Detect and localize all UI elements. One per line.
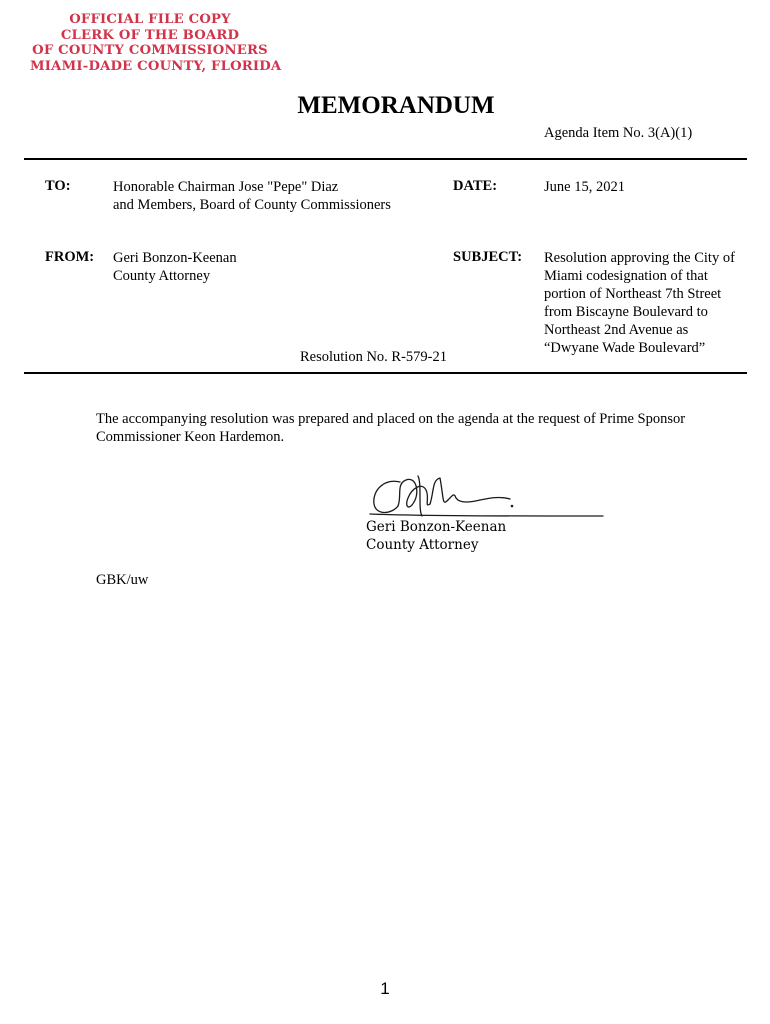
from-label: FROM:	[45, 249, 95, 265]
stamp-line: MIAMI-DADE COUNTY, FLORIDA	[30, 58, 282, 74]
from-line: Geri Bonzon-Keenan	[113, 250, 237, 266]
subject-line: Miami codesignation of that	[544, 268, 708, 284]
official-file-copy-stamp	[30, 12, 282, 74]
date-label: DATE:	[453, 178, 498, 194]
to-line: and Members, Board of County Commissioners	[113, 197, 391, 213]
date-value: June 15, 2021	[544, 179, 625, 195]
stamp-line: OFFICIAL FILE COPY	[69, 12, 231, 27]
memo-title: MEMORANDUM	[297, 92, 495, 119]
subject-line: Resolution approving the City of	[544, 250, 735, 266]
to-label: TO:	[45, 178, 71, 194]
from-sender	[113, 249, 237, 285]
signer-name: Geri Bonzon-Keenan	[366, 519, 507, 535]
stamp-line: OF COUNTY COMMISSIONERS	[32, 43, 268, 58]
fields-divider	[24, 372, 747, 374]
subject-line: “Dwyane Wade Boulevard”	[544, 340, 706, 356]
subject-line: from Biscayne Boulevard to	[544, 304, 708, 320]
stamp-line: CLERK OF THE BOARD	[60, 27, 240, 43]
signer-title: County Attorney	[366, 537, 479, 553]
typist-initials: GBK/uw	[96, 572, 149, 588]
subject-line: Northeast 2nd Avenue as	[544, 322, 689, 338]
memo-body-paragraph	[96, 410, 685, 446]
signature-block	[366, 518, 506, 554]
handwritten-signature	[360, 470, 610, 525]
body-line: The accompanying resolution was prepared and placed on the agenda at the request of Prime Sponsor	[96, 411, 686, 427]
subject-line: portion of Northeast 7th Street	[544, 286, 722, 302]
to-line: Honorable Chairman Jose "Pepe" Diaz	[113, 179, 339, 195]
resolution-number: Resolution No. R-579-21	[300, 349, 448, 365]
subject-label: SUBJECT:	[453, 249, 523, 265]
header-divider	[24, 158, 747, 160]
from-line: County Attorney	[113, 268, 211, 284]
to-recipients	[113, 178, 391, 214]
agenda-item-number: Agenda Item No. 3(A)(1)	[544, 125, 693, 141]
subject-text	[544, 249, 735, 357]
page-number: 1	[380, 979, 390, 998]
body-line: Commissioner Keon Hardemon.	[96, 429, 285, 445]
